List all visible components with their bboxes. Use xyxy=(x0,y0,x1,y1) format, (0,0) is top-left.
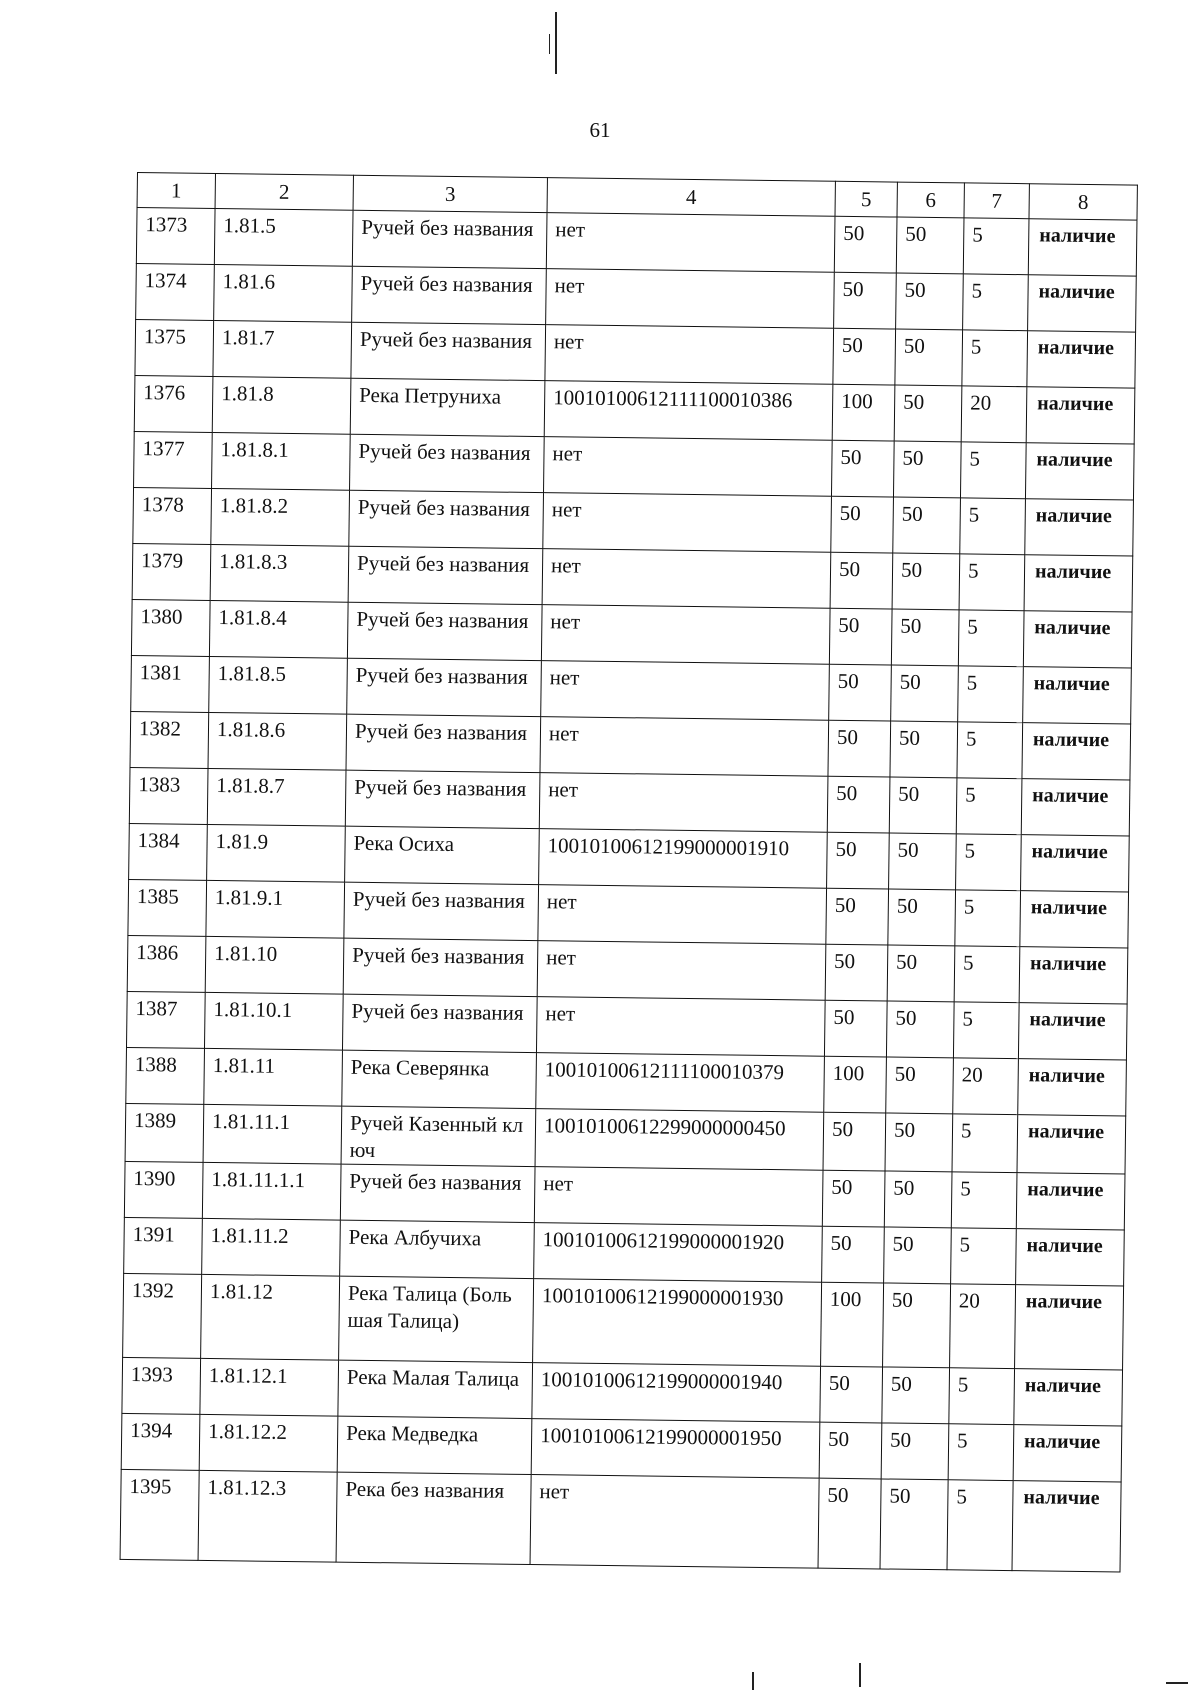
value-5-cell: 100 xyxy=(824,1056,887,1113)
code-cell: 1.81.9 xyxy=(207,824,346,882)
value-7-cell: 5 xyxy=(954,946,1020,1003)
object-name-cell: Ручей Казенный ключ xyxy=(341,1106,536,1166)
value-5-cell: 50 xyxy=(825,944,888,1001)
row-number-cell: 1385 xyxy=(128,879,207,936)
value-5-cell: 50 xyxy=(834,216,897,273)
object-name-cell: Река Северянка xyxy=(342,1050,537,1108)
registry-id-cell: 10010100612111100010379 xyxy=(536,1053,825,1113)
row-number-cell: 1387 xyxy=(126,991,205,1048)
status-cell: наличие xyxy=(1016,1229,1125,1286)
row-number-cell: 1374 xyxy=(136,263,215,320)
value-5-cell: 50 xyxy=(824,1000,887,1057)
row-number-cell: 1393 xyxy=(122,1357,201,1414)
status-cell: наличие xyxy=(1016,1173,1125,1230)
column-header-1: 1 xyxy=(137,173,215,209)
value-6-cell: 50 xyxy=(884,1171,952,1228)
registry-id-cell: нет xyxy=(539,773,828,833)
code-cell: 1.81.10.1 xyxy=(204,992,343,1050)
value-7-cell: 5 xyxy=(956,778,1022,835)
value-6-cell: 50 xyxy=(891,609,959,666)
value-6-cell: 50 xyxy=(888,889,956,946)
code-cell: 1.81.11.2 xyxy=(202,1218,341,1276)
table-row xyxy=(123,1273,1124,1370)
object-name-cell: Ручей без названия xyxy=(344,882,539,940)
code-cell: 1.81.11 xyxy=(204,1048,343,1106)
value-7-cell: 5 xyxy=(951,1172,1017,1229)
registry-id-cell: нет xyxy=(544,437,833,497)
value-7-cell: 5 xyxy=(958,666,1024,723)
status-cell: наличие xyxy=(1014,1369,1123,1426)
object-name-cell: Ручей без названия xyxy=(345,770,540,828)
status-cell: наличие xyxy=(1025,499,1134,556)
value-5-cell: 50 xyxy=(820,1366,883,1423)
code-cell: 1.81.12.2 xyxy=(199,1414,338,1472)
value-7-cell: 5 xyxy=(956,834,1022,891)
value-6-cell: 50 xyxy=(881,1423,949,1480)
page-number: 61 xyxy=(589,118,611,142)
scan-artifact-bottom xyxy=(752,1672,754,1690)
column-header-2: 2 xyxy=(215,173,353,210)
value-5-cell: 50 xyxy=(823,1112,886,1171)
registry-id-cell: 10010100612111100010386 xyxy=(544,381,833,441)
status-cell: наличие xyxy=(1018,1003,1127,1060)
registry-id-cell: нет xyxy=(546,213,835,273)
value-6-cell: 50 xyxy=(880,1479,948,1570)
row-number-cell: 1384 xyxy=(129,823,208,880)
value-6-cell: 50 xyxy=(885,1113,953,1172)
code-cell: 1.81.8.6 xyxy=(208,712,347,770)
value-5-cell: 50 xyxy=(830,552,893,609)
value-6-cell: 50 xyxy=(896,217,964,274)
row-number-cell: 1391 xyxy=(124,1217,203,1274)
code-cell: 1.81.8.3 xyxy=(210,544,349,602)
object-name-cell: Река Албучиха xyxy=(340,1220,535,1278)
registry-id-cell: нет xyxy=(545,325,834,385)
row-number-cell: 1386 xyxy=(127,935,206,992)
value-5-cell: 50 xyxy=(827,832,890,889)
code-cell: 1.81.12 xyxy=(201,1274,340,1360)
value-6-cell: 50 xyxy=(895,329,963,386)
scan-artifact-bottom xyxy=(859,1663,861,1687)
value-7-cell: 20 xyxy=(961,386,1027,443)
object-name-cell: Ручей без названия xyxy=(347,658,542,716)
row-number-cell: 1375 xyxy=(135,319,214,376)
value-7-cell: 5 xyxy=(949,1368,1015,1425)
value-7-cell: 5 xyxy=(947,1480,1013,1571)
code-cell: 1.81.5 xyxy=(214,208,353,266)
object-name-cell: Ручей без названия xyxy=(352,266,547,324)
row-number-cell: 1381 xyxy=(131,655,210,712)
object-name-cell: Ручей без названия xyxy=(342,994,537,1052)
object-name-cell: Ручей без названия xyxy=(352,210,547,268)
object-name-cell: Ручей без названия xyxy=(346,714,541,772)
registry-id-cell: нет xyxy=(540,717,829,777)
object-name-cell: Ручей без названия xyxy=(348,546,543,604)
value-6-cell: 50 xyxy=(882,1367,950,1424)
code-cell: 1.81.8.5 xyxy=(209,656,348,714)
value-5-cell: 100 xyxy=(821,1282,884,1367)
value-7-cell: 5 xyxy=(951,1228,1017,1285)
row-number-cell: 1376 xyxy=(134,375,213,432)
registry-id-cell: 10010100612199000001930 xyxy=(533,1279,822,1367)
value-7-cell: 20 xyxy=(950,1284,1016,1369)
code-cell: 1.81.12.1 xyxy=(200,1358,339,1416)
column-header-4: 4 xyxy=(547,178,835,217)
status-cell: наличие xyxy=(1023,667,1132,724)
status-cell: наличие xyxy=(1012,1481,1121,1572)
value-7-cell: 5 xyxy=(963,218,1029,275)
scan-artifact-bottom xyxy=(1166,1682,1188,1684)
object-name-cell: Ручей без названия xyxy=(351,322,546,380)
column-header-3: 3 xyxy=(353,175,547,212)
table-row xyxy=(120,1469,1121,1572)
code-cell: 1.81.8.7 xyxy=(207,768,346,826)
value-6-cell: 50 xyxy=(892,553,960,610)
registry-id-cell: 10010100612199000001950 xyxy=(531,1419,820,1479)
code-cell: 1.81.11.1.1 xyxy=(202,1162,341,1220)
object-name-cell: Река Петруниха xyxy=(350,378,545,436)
registry-id-cell: 10010100612199000001910 xyxy=(539,829,828,889)
value-5-cell: 50 xyxy=(826,888,889,945)
status-cell: наличие xyxy=(1027,331,1136,388)
value-7-cell: 5 xyxy=(962,330,1028,387)
column-header-5: 5 xyxy=(835,181,897,217)
row-number-cell: 1377 xyxy=(134,431,213,488)
column-header-6: 6 xyxy=(897,182,964,218)
row-number-cell: 1380 xyxy=(131,599,210,656)
object-name-cell: Река Малая Талица xyxy=(338,1360,533,1418)
value-7-cell: 5 xyxy=(952,1114,1018,1173)
row-number-cell: 1379 xyxy=(132,543,211,600)
status-cell: наличие xyxy=(1018,1059,1127,1116)
object-name-cell: Ручей без названия xyxy=(350,434,545,492)
status-cell: наличие xyxy=(1026,387,1135,444)
value-6-cell: 50 xyxy=(883,1283,951,1368)
scan-artifact-top xyxy=(549,34,550,54)
value-5-cell: 50 xyxy=(829,608,892,665)
row-number-cell: 1382 xyxy=(130,711,209,768)
registry-id-cell: нет xyxy=(541,661,830,721)
value-5-cell: 50 xyxy=(831,440,894,497)
object-name-cell: Река Осиха xyxy=(345,826,540,884)
code-cell: 1.81.12.3 xyxy=(198,1470,337,1562)
row-number-cell: 1388 xyxy=(126,1047,205,1104)
status-cell: наличие xyxy=(1015,1285,1124,1370)
status-cell: наличие xyxy=(1028,275,1137,332)
value-5-cell: 50 xyxy=(822,1170,885,1227)
row-number-cell: 1394 xyxy=(121,1413,200,1470)
value-7-cell: 5 xyxy=(957,722,1023,779)
value-6-cell: 50 xyxy=(893,497,961,554)
value-5-cell: 50 xyxy=(827,776,890,833)
status-cell: наличие xyxy=(1020,891,1129,948)
row-number-cell: 1383 xyxy=(129,767,208,824)
value-6-cell: 50 xyxy=(896,273,964,330)
status-cell: наличие xyxy=(1022,723,1131,780)
value-7-cell: 5 xyxy=(958,610,1024,667)
code-cell: 1.81.11.1 xyxy=(203,1104,342,1164)
object-name-cell: Ручей без названия xyxy=(340,1164,535,1222)
object-name-cell: Река Медведка xyxy=(337,1416,532,1474)
table-body xyxy=(120,208,1137,1572)
registry-id-cell: нет xyxy=(542,549,831,609)
value-7-cell: 5 xyxy=(953,1002,1019,1059)
registry-id-cell: нет xyxy=(536,997,825,1057)
row-number-cell: 1389 xyxy=(125,1103,204,1162)
status-cell: наличие xyxy=(1013,1425,1122,1482)
value-5-cell: 50 xyxy=(828,720,891,777)
registry-id-cell: нет xyxy=(538,885,827,945)
object-name-cell: Ручей без названия xyxy=(349,490,544,548)
value-7-cell: 20 xyxy=(953,1058,1019,1115)
value-5-cell: 50 xyxy=(833,328,896,385)
status-cell: наличие xyxy=(1024,555,1133,612)
registry-id-cell: нет xyxy=(546,269,835,329)
status-cell: наличие xyxy=(1021,779,1130,836)
value-5-cell: 50 xyxy=(822,1226,885,1283)
value-6-cell: 50 xyxy=(891,665,959,722)
status-cell: наличие xyxy=(1025,443,1134,500)
water-objects-table xyxy=(120,172,1138,1572)
value-7-cell: 5 xyxy=(955,890,1021,947)
object-name-cell: Ручей без названия xyxy=(347,602,542,660)
registry-id-cell: нет xyxy=(537,941,826,1001)
scan-artifact-top xyxy=(555,12,557,74)
registry-id-cell: 10010100612299000000450 xyxy=(535,1109,824,1171)
code-cell: 1.81.9.1 xyxy=(206,880,345,938)
value-5-cell: 100 xyxy=(832,384,895,441)
status-cell: наличие xyxy=(1017,1115,1126,1174)
value-5-cell: 50 xyxy=(818,1478,881,1569)
value-6-cell: 50 xyxy=(884,1227,952,1284)
row-number-cell: 1378 xyxy=(133,487,212,544)
value-5-cell: 50 xyxy=(834,272,897,329)
registry-id-cell: нет xyxy=(534,1167,823,1227)
value-5-cell: 50 xyxy=(831,496,894,553)
value-7-cell: 5 xyxy=(948,1424,1014,1481)
code-cell: 1.81.8.2 xyxy=(211,488,350,546)
row-number-cell: 1395 xyxy=(120,1469,199,1560)
value-6-cell: 50 xyxy=(889,833,957,890)
code-cell: 1.81.8.4 xyxy=(209,600,348,658)
registry-id-cell: нет xyxy=(541,605,830,665)
value-6-cell: 50 xyxy=(886,1057,954,1114)
object-name-cell: Ручей без названия xyxy=(343,938,538,996)
value-6-cell: 50 xyxy=(886,1001,954,1058)
code-cell: 1.81.8.1 xyxy=(212,432,351,490)
value-7-cell: 5 xyxy=(959,554,1025,611)
status-cell: наличие xyxy=(1019,947,1128,1004)
row-number-cell: 1373 xyxy=(136,208,215,265)
registry-id-cell: 10010100612199000001920 xyxy=(534,1223,823,1283)
value-7-cell: 5 xyxy=(960,442,1026,499)
registry-id-cell: 10010100612199000001940 xyxy=(532,1363,821,1423)
value-6-cell: 50 xyxy=(894,385,962,442)
status-cell: наличие xyxy=(1023,611,1132,668)
object-name-cell: Река Талица (Большая Талица) xyxy=(339,1276,534,1362)
value-6-cell: 50 xyxy=(893,441,961,498)
value-5-cell: 50 xyxy=(819,1422,882,1479)
column-header-7: 7 xyxy=(964,183,1029,219)
code-cell: 1.81.6 xyxy=(214,264,353,322)
row-number-cell: 1390 xyxy=(124,1161,203,1218)
registry-id-cell: нет xyxy=(530,1475,819,1569)
row-number-cell: 1392 xyxy=(123,1273,202,1358)
column-header-8: 8 xyxy=(1029,184,1137,220)
value-6-cell: 50 xyxy=(887,945,955,1002)
status-cell: наличие xyxy=(1028,219,1137,276)
value-6-cell: 50 xyxy=(889,777,957,834)
status-cell: наличие xyxy=(1021,835,1130,892)
code-cell: 1.81.7 xyxy=(213,320,352,378)
object-name-cell: Река без названия xyxy=(336,1472,531,1564)
code-cell: 1.81.8 xyxy=(212,376,351,434)
code-cell: 1.81.10 xyxy=(205,936,344,994)
value-7-cell: 5 xyxy=(960,498,1026,555)
registry-id-cell: нет xyxy=(543,493,832,553)
value-5-cell: 50 xyxy=(829,664,892,721)
value-6-cell: 50 xyxy=(890,721,958,778)
value-7-cell: 5 xyxy=(963,274,1029,331)
